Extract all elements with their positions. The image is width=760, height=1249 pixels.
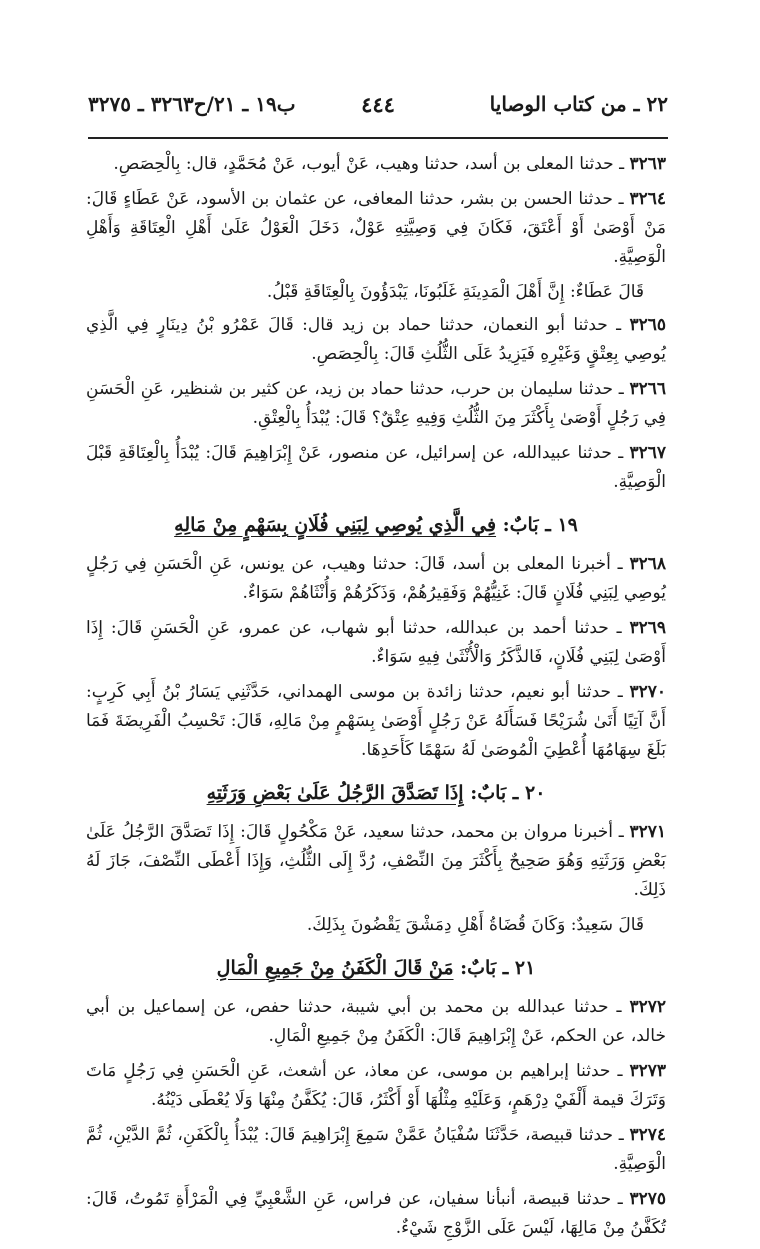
hadith-number: ٣٢٧١ xyxy=(629,822,666,842)
hadith-number: ٣٢٦٩ xyxy=(629,618,666,638)
hadith-number: ٣٢٦٧ xyxy=(629,443,666,463)
section-entries-c xyxy=(86,818,666,940)
page-body xyxy=(86,150,666,1249)
hadith-entry xyxy=(86,993,666,1051)
hadith-entry xyxy=(86,150,666,179)
hadith-entry xyxy=(86,818,666,905)
hadith-text: ـ حدثنا عبيدالله، عن إسرائيل، عن منصور، عَنْ إِبْرَاهِيمَ قَالَ: يُبْدَأُ بِالْعِتَاقَةِ قَبْلَ الْوَصِيَّةِ. xyxy=(86,443,666,492)
page-header xyxy=(88,84,668,124)
hadith-number: ٣٢٧٤ xyxy=(629,1125,666,1145)
hadith-text: ـ حدثنا سليمان بن حرب، حدثنا حماد بن زيد، عن كثير بن شنظير، عَنِ الْحَسَنِ فِي رَجُلٍ أَوْصَىٰ بِأَكْثَرَ مِنَ الثُّلُثِ وَفِيهِ عِتْقٌ؟ قَالَ: يُبْدَأُ بِالْعِتْقِ. xyxy=(86,379,666,428)
hadith-text: ـ حدثنا عبدالله بن محمد بن أبي شيبة، حدثنا حفص، عن إسماعيل بن أبي خالد، عن الحكم، عَنْ إِبْرَاهِيمَ قَالَ: الْكَفَنُ مِنْ جَمِيعِ الْمَالِ. xyxy=(86,997,666,1046)
hadith-text: ـ حدثنا أبو النعمان، حدثنا حماد بن زيد قال: قَالَ عَمْرُو بْنُ دِينَارٍ فِي الَّذِي يُوصِي بِعِتْقٍ وَغَيْرِهِ فَيَزِيدُ عَلَى الثُّلُثِ قَالَ: بِالْحِصَصِ. xyxy=(86,315,666,364)
hadith-range: ب١٩ ـ ٢١/ح٣٢٦٣ ـ ٣٢٧٥ xyxy=(88,92,296,116)
hadith-text: ـ حدثنا الحسن بن بشر، حدثنا المعافى، عن عثمان بن الأسود، عَنْ عَطَاءٍ قَالَ: مَنْ أَوْصَىٰ أَوْ أَعْتَقَ، فَكَانَ فِي وَصِيَّتِهِ عَوْلٌ، دَخَلَ الْعَوْلُ عَلَىٰ أَهْلِ الْعِتَاقَةِ وَأَهْلِ الْوَصِيَّةِ. xyxy=(86,189,666,267)
hadith-number: ٣٢٦٤ xyxy=(629,189,666,209)
hadith-text: ـ حدثنا المعلى بن أسد، حدثنا وهيب، عَنْ أيوب، عَنْ مُحَمَّدٍ، قال: بِالْحِصَصِ. xyxy=(113,154,630,174)
hadith-followup: قَالَ عَطَاءٌ: إِنَّ أَهْلَ الْمَدِينَةِ غَلَبُونَا، يَبْدَؤُونَ بِالْعِتَاقَةِ قَبْلُ. xyxy=(266,282,644,302)
hadith-number: ٣٢٧٢ xyxy=(629,997,666,1017)
header-rule xyxy=(88,137,668,139)
hadith-entry xyxy=(86,550,666,608)
section-entries-d xyxy=(86,993,666,1243)
hadith-text: ـ حدثنا إبراهيم بن موسى، عن معاذ، عن أشعث، عَنِ الْحَسَنِ فِي رَجُلٍ مَاتَ وَتَرَكَ قيمة أَلْفَيْ دِرْهَمٍ، وَعَلَيْهِ مِثْلُهَا أَوْ أَكْثَرُ، قَالَ: يُكَفَّنُ مِنْهَا وَلَا يُعْطَى دَيْنُهُ. xyxy=(86,1061,666,1110)
heading-number: ١٩ ـ بَابٌ: xyxy=(496,514,578,536)
heading-title: إِذَا تَصَدَّقَ الرَّجُلُ عَلَىٰ بَعْضِ وَرَثَتِهِ xyxy=(206,782,464,804)
hadith-number: ٣٢٦٣ xyxy=(629,154,666,174)
hadith-number: ٣٢٧٣ xyxy=(629,1061,666,1081)
hadith-text: ـ حدثنا أبو نعيم، حدثنا زائدة بن موسى الهمداني، حَدَّثَنِي يَسَارُ بْنُ أَبِي كَرِبٍ: أَنَّ آتِيًا أَتَىٰ شُرَيْحًا فَسَأَلَهُ عَنْ رَجُلٍ أَوْصَىٰ بِسَهْمٍ مِنْ مَالِهِ، قَالَ: تَحْسِبُ الْفَرِيضَةَ فَمَا بَلَغَ سِهَامُهَا أُعْطِيَ الْمُوصَىٰ لَهُ سَهْمًا كَأَحَدِهَا. xyxy=(86,682,666,760)
hadith-entry xyxy=(86,311,666,369)
hadith-text: ـ حدثنا قبيصة، أنبأنا سفيان، عن فراس، عَنِ الشَّعْبِيِّ فِي الْمَرْأَةِ تَمُوتُ، قَالَ: تُكَفَّنُ مِنْ مَالِهَا، لَيْسَ عَلَى الزَّوْجِ شَيْءٌ. xyxy=(86,1189,666,1238)
hadith-text: ـ حدثنا قبيصة، حَدَّثَنَا سُفْيَانُ عَمَّنْ سَمِعَ إِبْرَاهِيمَ قَالَ: يُبْدَأُ بِالْكَفَنِ، ثُمَّ الدَّيْنِ، ثُمَّ الْوَصِيَّةِ. xyxy=(86,1125,666,1174)
hadith-entry xyxy=(86,1057,666,1115)
section-entries-a xyxy=(86,150,666,497)
heading-title: فِي الَّذِي يُوصِي لِبَنِي فُلَانٍ بِسَهْمٍ مِنْ مَالِهِ xyxy=(174,514,497,536)
chapter-heading-19 xyxy=(86,511,666,540)
hadith-number: ٣٢٧٥ xyxy=(629,1189,666,1209)
hadith-entry xyxy=(86,614,666,672)
chapter-heading-21 xyxy=(86,954,666,983)
chapter-title: ٢٢ ـ من كتاب الوصايا xyxy=(489,92,668,116)
page-number: ٤٤٤ xyxy=(361,91,395,117)
hadith-number: ٣٢٧٠ xyxy=(629,682,666,702)
hadith-number: ٣٢٦٥ xyxy=(629,315,666,335)
hadith-entry xyxy=(86,678,666,765)
heading-number: ٢١ ـ بَابٌ: xyxy=(453,957,536,979)
hadith-number: ٣٢٦٨ xyxy=(629,554,666,574)
hadith-text: ـ حدثنا أحمد بن عبدالله، حدثنا أبو شهاب، عن عمرو، عَنِ الْحَسَنِ قَالَ: إِذَا أَوْصَىٰ لِبَنِي فُلَانٍ، فَالذَّكَرُ وَالْأُنْثَىٰ فِيهِ سَوَاءٌ. xyxy=(86,618,666,667)
hadith-number: ٣٢٦٦ xyxy=(629,379,666,399)
heading-number: ٢٠ ـ بَابٌ: xyxy=(463,782,546,804)
hadith-text: ـ أخبرنا المعلى بن أسد، قَالَ: حدثنا وهيب، عن يونس، عَنِ الْحَسَنِ فِي رَجُلٍ يُوصِي لِبَنِي فُلَانٍ قَالَ: غَنِيُّهُمْ وَفَقِيرُهُمْ، وَذَكَرُهُمْ وَأُنْثَاهُمْ سَوَاءٌ. xyxy=(86,554,666,603)
chapter-heading-20 xyxy=(86,779,666,808)
hadith-followup: قَالَ سَعِيدٌ: وَكَانَ قُضَاةُ أَهْلِ دِمَشْقَ يَقْضُونَ بِذَلِكَ. xyxy=(306,915,644,935)
heading-title: مَنْ قَالَ الْكَفَنُ مِنْ جَمِيعِ الْمَالِ xyxy=(216,957,454,979)
hadith-text: ـ أخبرنا مروان بن محمد، حدثنا سعيد، عَنْ مَكْحُولٍ قَالَ: إِذَا تَصَدَّقَ الرَّجُلُ عَلَىٰ بَعْضِ وَرَثَتِهِ وَهُوَ صَحِيحٌ بِأَكْثَرَ مِنَ النِّصْفِ، رُدَّ إِلَى الثُّلُثِ، وَإِذَا أَعْطَى النِّصْفَ، جَازَ لَهُ ذَلِكَ. xyxy=(86,822,666,900)
hadith-entry xyxy=(86,1121,666,1179)
hadith-entry xyxy=(86,439,666,497)
hadith-entry xyxy=(86,375,666,433)
section-entries-b xyxy=(86,550,666,765)
hadith-entry xyxy=(86,185,666,272)
